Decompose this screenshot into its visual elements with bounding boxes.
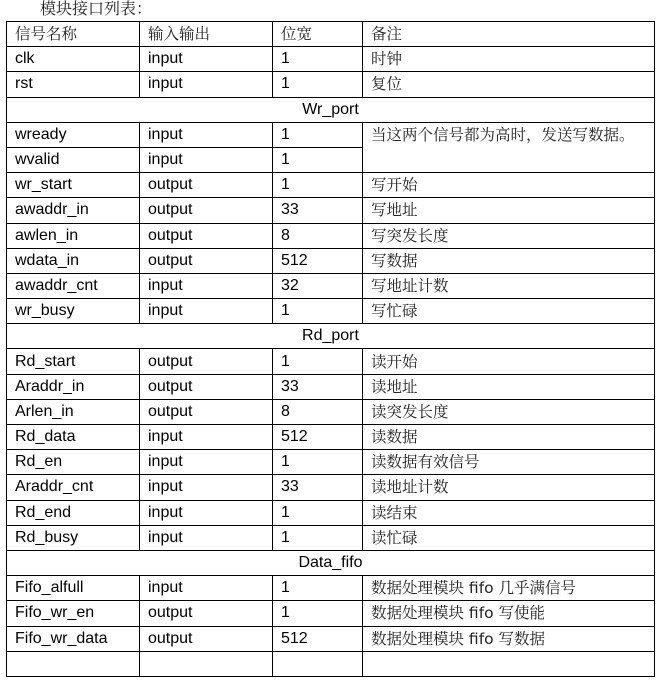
- signal-remark: 读开始: [363, 349, 655, 374]
- signal-width: 1: [273, 450, 363, 475]
- table-row: [7, 626, 655, 651]
- signal-name: Arlen_in: [7, 399, 140, 424]
- header-row: [7, 22, 655, 47]
- table-row: [7, 374, 655, 399]
- interface-table: [6, 21, 655, 677]
- table-row: [7, 525, 655, 550]
- signal-direction: output: [140, 626, 273, 651]
- signal-width: 1: [273, 122, 363, 147]
- table-row: [7, 425, 655, 450]
- section-title: Wr_port: [7, 97, 655, 122]
- signal-width: 1: [273, 47, 363, 72]
- table-row: [7, 198, 655, 223]
- signal-direction: output: [140, 248, 273, 273]
- table-row: [7, 273, 655, 298]
- signal-remark: 读地址: [363, 374, 655, 399]
- signal-name: wvalid: [7, 147, 140, 172]
- signal-name: wr_busy: [7, 299, 140, 324]
- table-row: [7, 248, 655, 273]
- signal-width: 512: [273, 248, 363, 273]
- table-row: [7, 47, 655, 72]
- signal-remark: 读忙碌: [363, 525, 655, 550]
- signal-name-header: 信号名称: [7, 22, 140, 47]
- direction-header: 输入输出: [140, 22, 273, 47]
- signal-width: [273, 651, 363, 676]
- table-row: [7, 122, 655, 147]
- signal-remark: 读突发长度: [363, 399, 655, 424]
- signal-remark: 数据处理模块 fifo 写数据: [363, 626, 655, 651]
- signal-remark: 时钟: [363, 47, 655, 72]
- table-caption: 模块接口列表：: [40, 0, 153, 18]
- signal-width: 1: [273, 349, 363, 374]
- signal-direction: output: [140, 198, 273, 223]
- signal-width: 512: [273, 626, 363, 651]
- table-row: [7, 450, 655, 475]
- signal-direction: [140, 651, 273, 676]
- signal-direction: output: [140, 399, 273, 424]
- table-row: [7, 349, 655, 374]
- signal-direction: input: [140, 47, 273, 72]
- signal-width: 1: [273, 147, 363, 172]
- signal-name: Araddr_in: [7, 374, 140, 399]
- table-row: [7, 475, 655, 500]
- signal-width: 512: [273, 425, 363, 450]
- signal-direction: input: [140, 450, 273, 475]
- signal-width: 1: [273, 601, 363, 626]
- signal-width: 1: [273, 173, 363, 198]
- signal-direction: input: [140, 500, 273, 525]
- signal-name: awaddr_in: [7, 198, 140, 223]
- signal-name: Fifo_alfull: [7, 576, 140, 601]
- signal-name: Fifo_wr_en: [7, 601, 140, 626]
- signal-remark: 数据处理模块 fifo 几乎满信号: [363, 576, 655, 601]
- signal-name: Rd_start: [7, 349, 140, 374]
- signal-width: 1: [273, 500, 363, 525]
- signal-width: 8: [273, 223, 363, 248]
- signal-name: wdata_in: [7, 248, 140, 273]
- section-row: [7, 97, 655, 122]
- table-row: [7, 399, 655, 424]
- signal-direction: output: [140, 173, 273, 198]
- section-row: [7, 324, 655, 349]
- signal-name: Fifo_wr_data: [7, 626, 140, 651]
- table-row: [7, 72, 655, 97]
- signal-name: rst: [7, 72, 140, 97]
- signal-width: 1: [273, 576, 363, 601]
- signal-remark: 复位: [363, 72, 655, 97]
- signal-direction: input: [140, 122, 273, 147]
- signal-remark: 读结束: [363, 500, 655, 525]
- table-row: [7, 500, 655, 525]
- signal-name: awaddr_cnt: [7, 273, 140, 298]
- signal-direction: input: [140, 273, 273, 298]
- table-row: [7, 651, 655, 676]
- signal-direction: output: [140, 601, 273, 626]
- signal-remark: 写地址: [363, 198, 655, 223]
- section-title: Rd_port: [7, 324, 655, 349]
- signal-remark: 当这两个信号都为高时，发送写数据。: [363, 122, 655, 172]
- table-row: [7, 299, 655, 324]
- signal-name: Araddr_cnt: [7, 475, 140, 500]
- signal-name: Rd_busy: [7, 525, 140, 550]
- signal-remark: 写开始: [363, 173, 655, 198]
- section-row: [7, 550, 655, 575]
- signal-direction: input: [140, 475, 273, 500]
- signal-remark: 写突发长度: [363, 223, 655, 248]
- signal-remark: 读数据: [363, 425, 655, 450]
- signal-direction: input: [140, 72, 273, 97]
- table-row: [7, 173, 655, 198]
- signal-remark: 读地址计数: [363, 475, 655, 500]
- signal-direction: input: [140, 299, 273, 324]
- signal-remark: 写地址计数: [363, 273, 655, 298]
- signal-width: 33: [273, 198, 363, 223]
- signal-name: Rd_en: [7, 450, 140, 475]
- signal-name: Rd_end: [7, 500, 140, 525]
- signal-direction: output: [140, 349, 273, 374]
- signal-name: wready: [7, 122, 140, 147]
- remark-header: 备注: [363, 22, 655, 47]
- signal-direction: input: [140, 525, 273, 550]
- signal-direction: output: [140, 374, 273, 399]
- signal-name: wr_start: [7, 173, 140, 198]
- signal-width: 8: [273, 399, 363, 424]
- signal-name: clk: [7, 47, 140, 72]
- signal-name: [7, 651, 140, 676]
- signal-width: 33: [273, 475, 363, 500]
- signal-name: awlen_in: [7, 223, 140, 248]
- signal-remark: 读数据有效信号: [363, 450, 655, 475]
- signal-width: 33: [273, 374, 363, 399]
- signal-width: 1: [273, 72, 363, 97]
- section-title: Data_fifo: [7, 550, 655, 575]
- signal-direction: input: [140, 147, 273, 172]
- signal-width: 1: [273, 299, 363, 324]
- signal-name: Rd_data: [7, 425, 140, 450]
- table-row: [7, 223, 655, 248]
- width-header: 位宽: [273, 22, 363, 47]
- signal-direction: output: [140, 223, 273, 248]
- signal-remark: 写忙碌: [363, 299, 655, 324]
- signal-direction: input: [140, 425, 273, 450]
- signal-remark: [363, 651, 655, 676]
- signal-direction: input: [140, 576, 273, 601]
- signal-width: 1: [273, 525, 363, 550]
- signal-remark: 写数据: [363, 248, 655, 273]
- signal-remark: 数据处理模块 fifo 写使能: [363, 601, 655, 626]
- table-row: [7, 601, 655, 626]
- table-row: [7, 576, 655, 601]
- signal-width: 32: [273, 273, 363, 298]
